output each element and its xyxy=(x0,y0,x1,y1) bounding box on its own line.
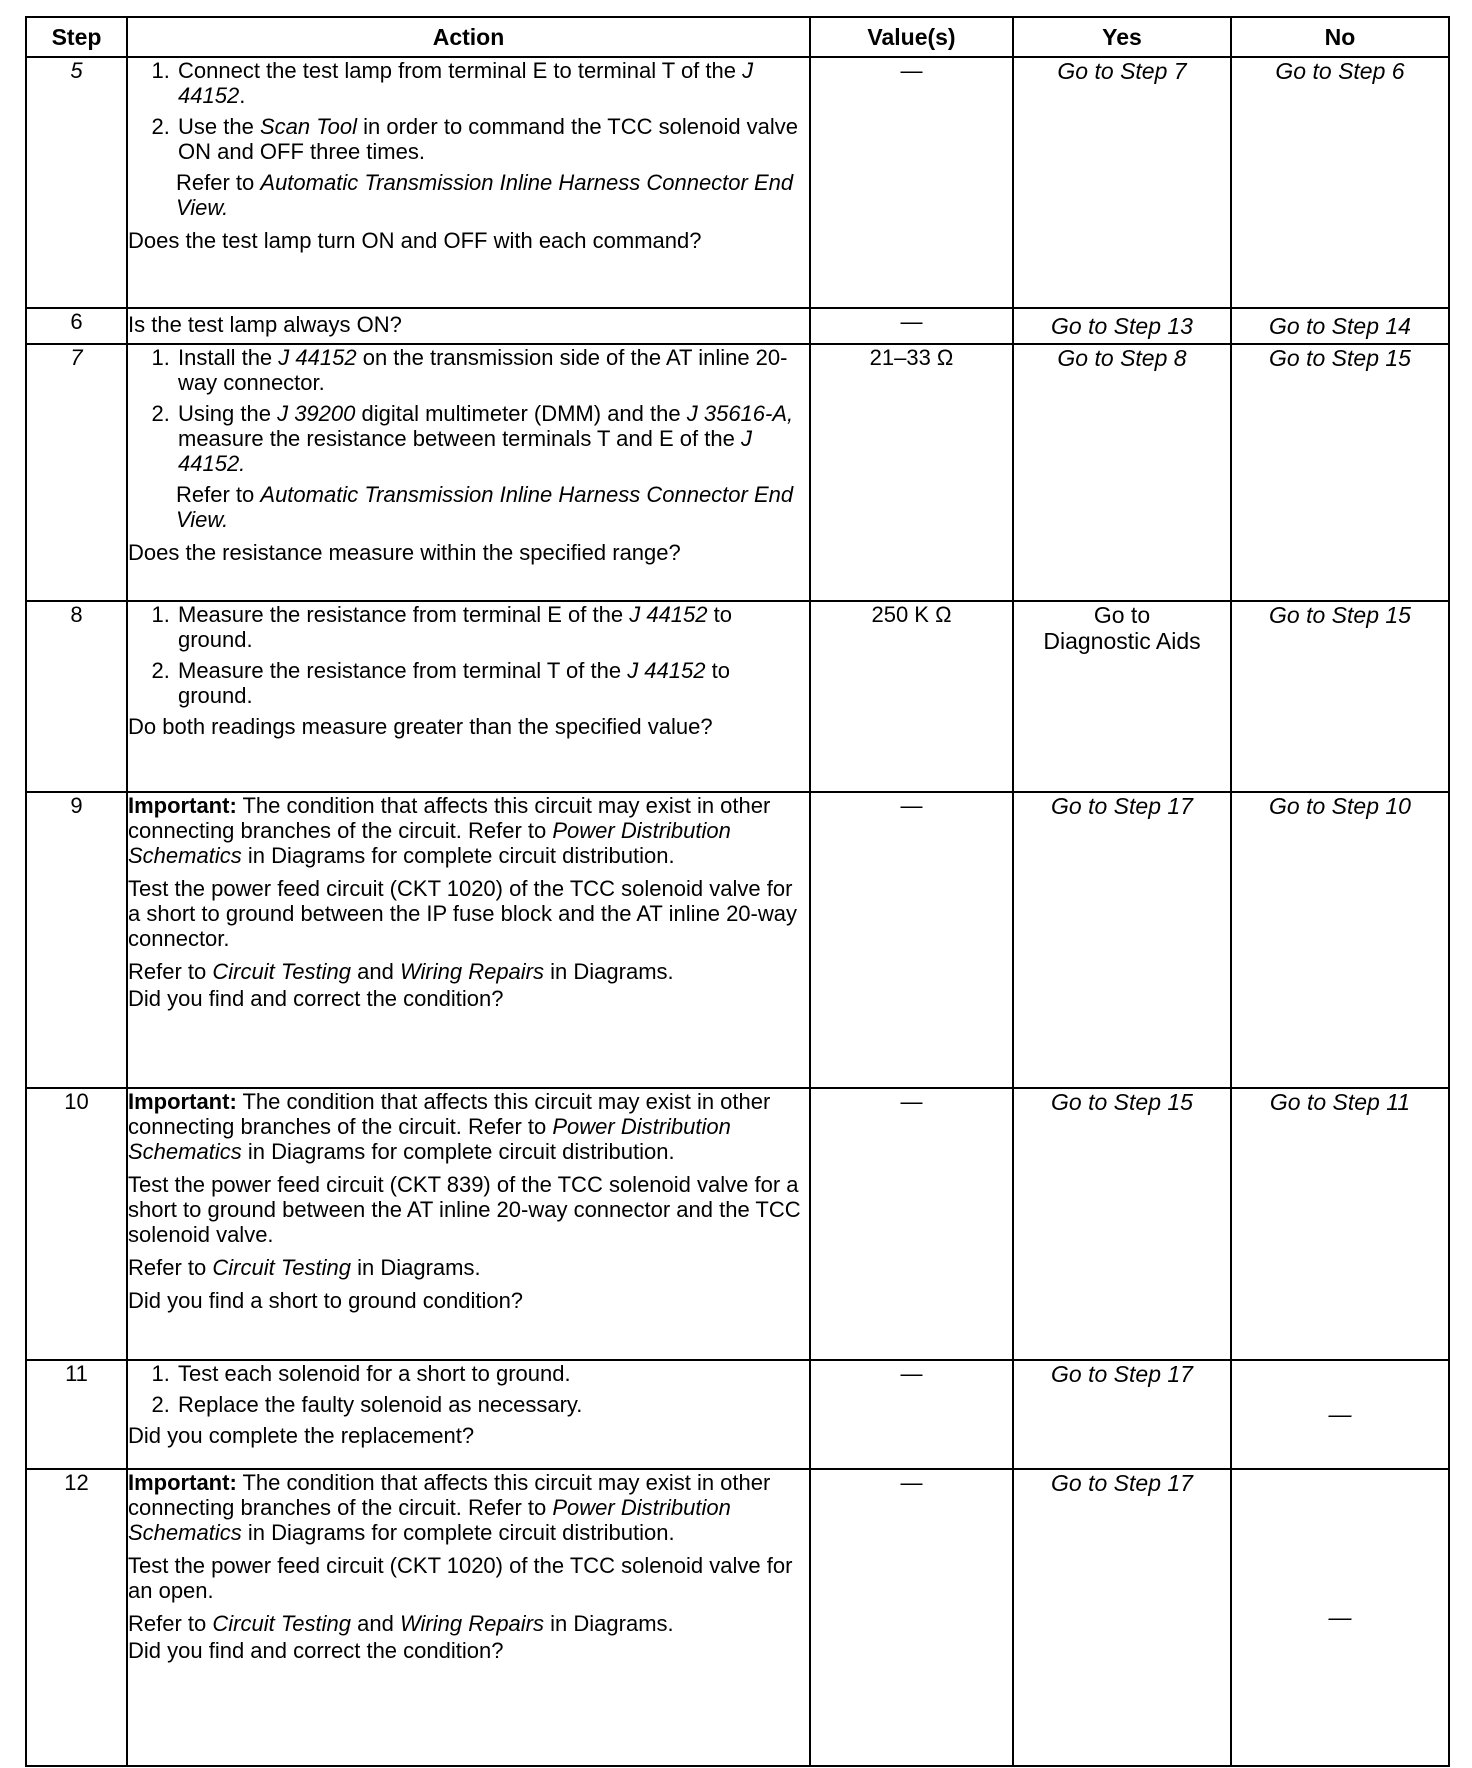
table-row-step-6 xyxy=(26,308,1449,344)
action-cell xyxy=(127,1469,810,1766)
yes-result xyxy=(1013,601,1231,792)
step-number: 5 xyxy=(26,57,127,308)
no-result: Go to Step 15 xyxy=(1231,344,1449,601)
yes-result: Go to Step 15 xyxy=(1013,1088,1231,1360)
question-text: Does the resistance measure within the specified range? xyxy=(128,540,681,565)
header-no: No xyxy=(1231,17,1449,57)
yes-result-line: Diagnostic Aids xyxy=(1043,628,1201,654)
action-list xyxy=(128,1361,809,1417)
list-item: 1. Install the J 44152 on the transmission side of the AT inline 20-way connector. xyxy=(176,345,809,395)
step-number: 9 xyxy=(26,792,127,1088)
important-note: Important: The condition that affects this circuit may exist in other connecting branches of the circuit. Refer to Power Distribution Schematics in Diagrams for complete circuit distribution. xyxy=(128,1470,771,1545)
step-number: 11 xyxy=(26,1360,127,1469)
table-row-step-7 xyxy=(26,344,1449,601)
question-text: Did you find a short to ground condition? xyxy=(128,1288,524,1313)
no-result: — xyxy=(1231,1469,1449,1766)
question-text: Does the test lamp turn ON and OFF with each command? xyxy=(128,228,702,253)
header-values: Value(s) xyxy=(810,17,1013,57)
no-result: — xyxy=(1231,1360,1449,1469)
important-note: Important: The condition that affects this circuit may exist in other connecting branches of the circuit. Refer to Power Distribution Schematics in Diagrams for complete circuit distribution. xyxy=(128,1089,771,1164)
test-instruction: Test the power feed circuit (CKT 1020) of the TCC solenoid valve for an open. xyxy=(128,1553,793,1603)
action-cell xyxy=(127,57,810,308)
value-cell: 250 K Ω xyxy=(810,601,1013,792)
action-cell xyxy=(127,1088,810,1360)
table-row-step-10 xyxy=(26,1088,1449,1360)
action-cell xyxy=(127,1360,810,1469)
value-cell: — xyxy=(810,792,1013,1088)
list-item: 2. Using the J 39200 digital multimeter (DMM) and the J 35616-A, measure the resistance between terminals T and E of the J 44152. xyxy=(176,401,809,476)
list-item: 1. Connect the test lamp from terminal E to terminal T of the J 44152. xyxy=(176,58,809,108)
value-cell: — xyxy=(810,308,1013,344)
value-cell: — xyxy=(810,1360,1013,1469)
value-cell: — xyxy=(810,57,1013,308)
yes-result: Go to Step 7 xyxy=(1013,57,1231,308)
question-text: Did you find and correct the condition? xyxy=(128,986,504,1011)
yes-result: Go to Step 17 xyxy=(1013,792,1231,1088)
value-cell: — xyxy=(810,1088,1013,1360)
step-number: 7 xyxy=(26,344,127,601)
reference-text: Refer to Circuit Testing in Diagrams. xyxy=(128,1255,481,1280)
yes-result: Go to Step 8 xyxy=(1013,344,1231,601)
action-cell xyxy=(127,344,810,601)
yes-result: Go to Step 13 xyxy=(1013,308,1231,344)
question-text: Is the test lamp always ON? xyxy=(128,312,402,337)
question-text: Did you find and correct the condition? xyxy=(128,1638,504,1663)
step-number: 6 xyxy=(26,308,127,344)
header-action: Action xyxy=(127,17,810,57)
table-row-step-11 xyxy=(26,1360,1449,1469)
reference-text: Refer to Automatic Transmission Inline Harness Connector End View. xyxy=(176,482,794,532)
no-result: Go to Step 6 xyxy=(1231,57,1449,308)
diagnostic-table xyxy=(25,16,1450,1767)
no-result: Go to Step 15 xyxy=(1231,601,1449,792)
yes-result: Go to Step 17 xyxy=(1013,1469,1231,1766)
value-cell: — xyxy=(810,1469,1013,1766)
list-item: 2. Replace the faulty solenoid as necessary. xyxy=(176,1392,809,1417)
value-cell: 21–33 Ω xyxy=(810,344,1013,601)
action-list xyxy=(128,345,809,476)
action-list xyxy=(128,602,809,708)
list-item: 2. Use the Scan Tool in order to command the TCC solenoid valve ON and OFF three times. xyxy=(176,114,809,164)
list-item: 1. Test each solenoid for a short to ground. xyxy=(176,1361,809,1386)
table-row-step-5 xyxy=(26,57,1449,308)
test-instruction: Test the power feed circuit (CKT 1020) of the TCC solenoid valve for a short to ground between the IP fuse block and the AT inline 20-way connector. xyxy=(128,876,797,951)
table-row-step-9 xyxy=(26,792,1449,1088)
test-instruction: Test the power feed circuit (CKT 839) of the TCC solenoid valve for a short to ground between the AT inline 20-way connector and the TCC solenoid valve. xyxy=(128,1172,801,1247)
step-number: 12 xyxy=(26,1469,127,1766)
action-cell xyxy=(127,601,810,792)
question-text: Do both readings measure greater than the specified value? xyxy=(128,714,713,739)
no-result: Go to Step 11 xyxy=(1231,1088,1449,1360)
yes-result: Go to Step 17 xyxy=(1013,1360,1231,1469)
table-row-step-12 xyxy=(26,1469,1449,1766)
list-item: 1. Measure the resistance from terminal E of the J 44152 to ground. xyxy=(176,602,809,652)
no-result: Go to Step 14 xyxy=(1231,308,1449,344)
reference-text: Refer to Circuit Testing and Wiring Repairs in Diagrams. xyxy=(128,1611,674,1636)
step-number: 8 xyxy=(26,601,127,792)
action-cell xyxy=(127,792,810,1088)
step-number: 10 xyxy=(26,1088,127,1360)
table-row-step-8 xyxy=(26,601,1449,792)
header-row xyxy=(26,17,1449,57)
important-note: Important: The condition that affects this circuit may exist in other connecting branches of the circuit. Refer to Power Distribution Schematics in Diagrams for complete circuit distribution. xyxy=(128,793,771,868)
yes-result-line: Go to xyxy=(1093,602,1151,628)
reference-text: Refer to Circuit Testing and Wiring Repairs in Diagrams. xyxy=(128,959,674,984)
header-step: Step xyxy=(26,17,127,57)
action-cell xyxy=(127,308,810,344)
question-text: Did you complete the replacement? xyxy=(128,1423,475,1448)
no-result: Go to Step 10 xyxy=(1231,792,1449,1088)
list-item: 2. Measure the resistance from terminal T of the J 44152 to ground. xyxy=(176,658,809,708)
header-yes: Yes xyxy=(1013,17,1231,57)
reference-text: Refer to Automatic Transmission Inline Harness Connector End View. xyxy=(176,170,794,220)
action-list xyxy=(128,58,809,164)
